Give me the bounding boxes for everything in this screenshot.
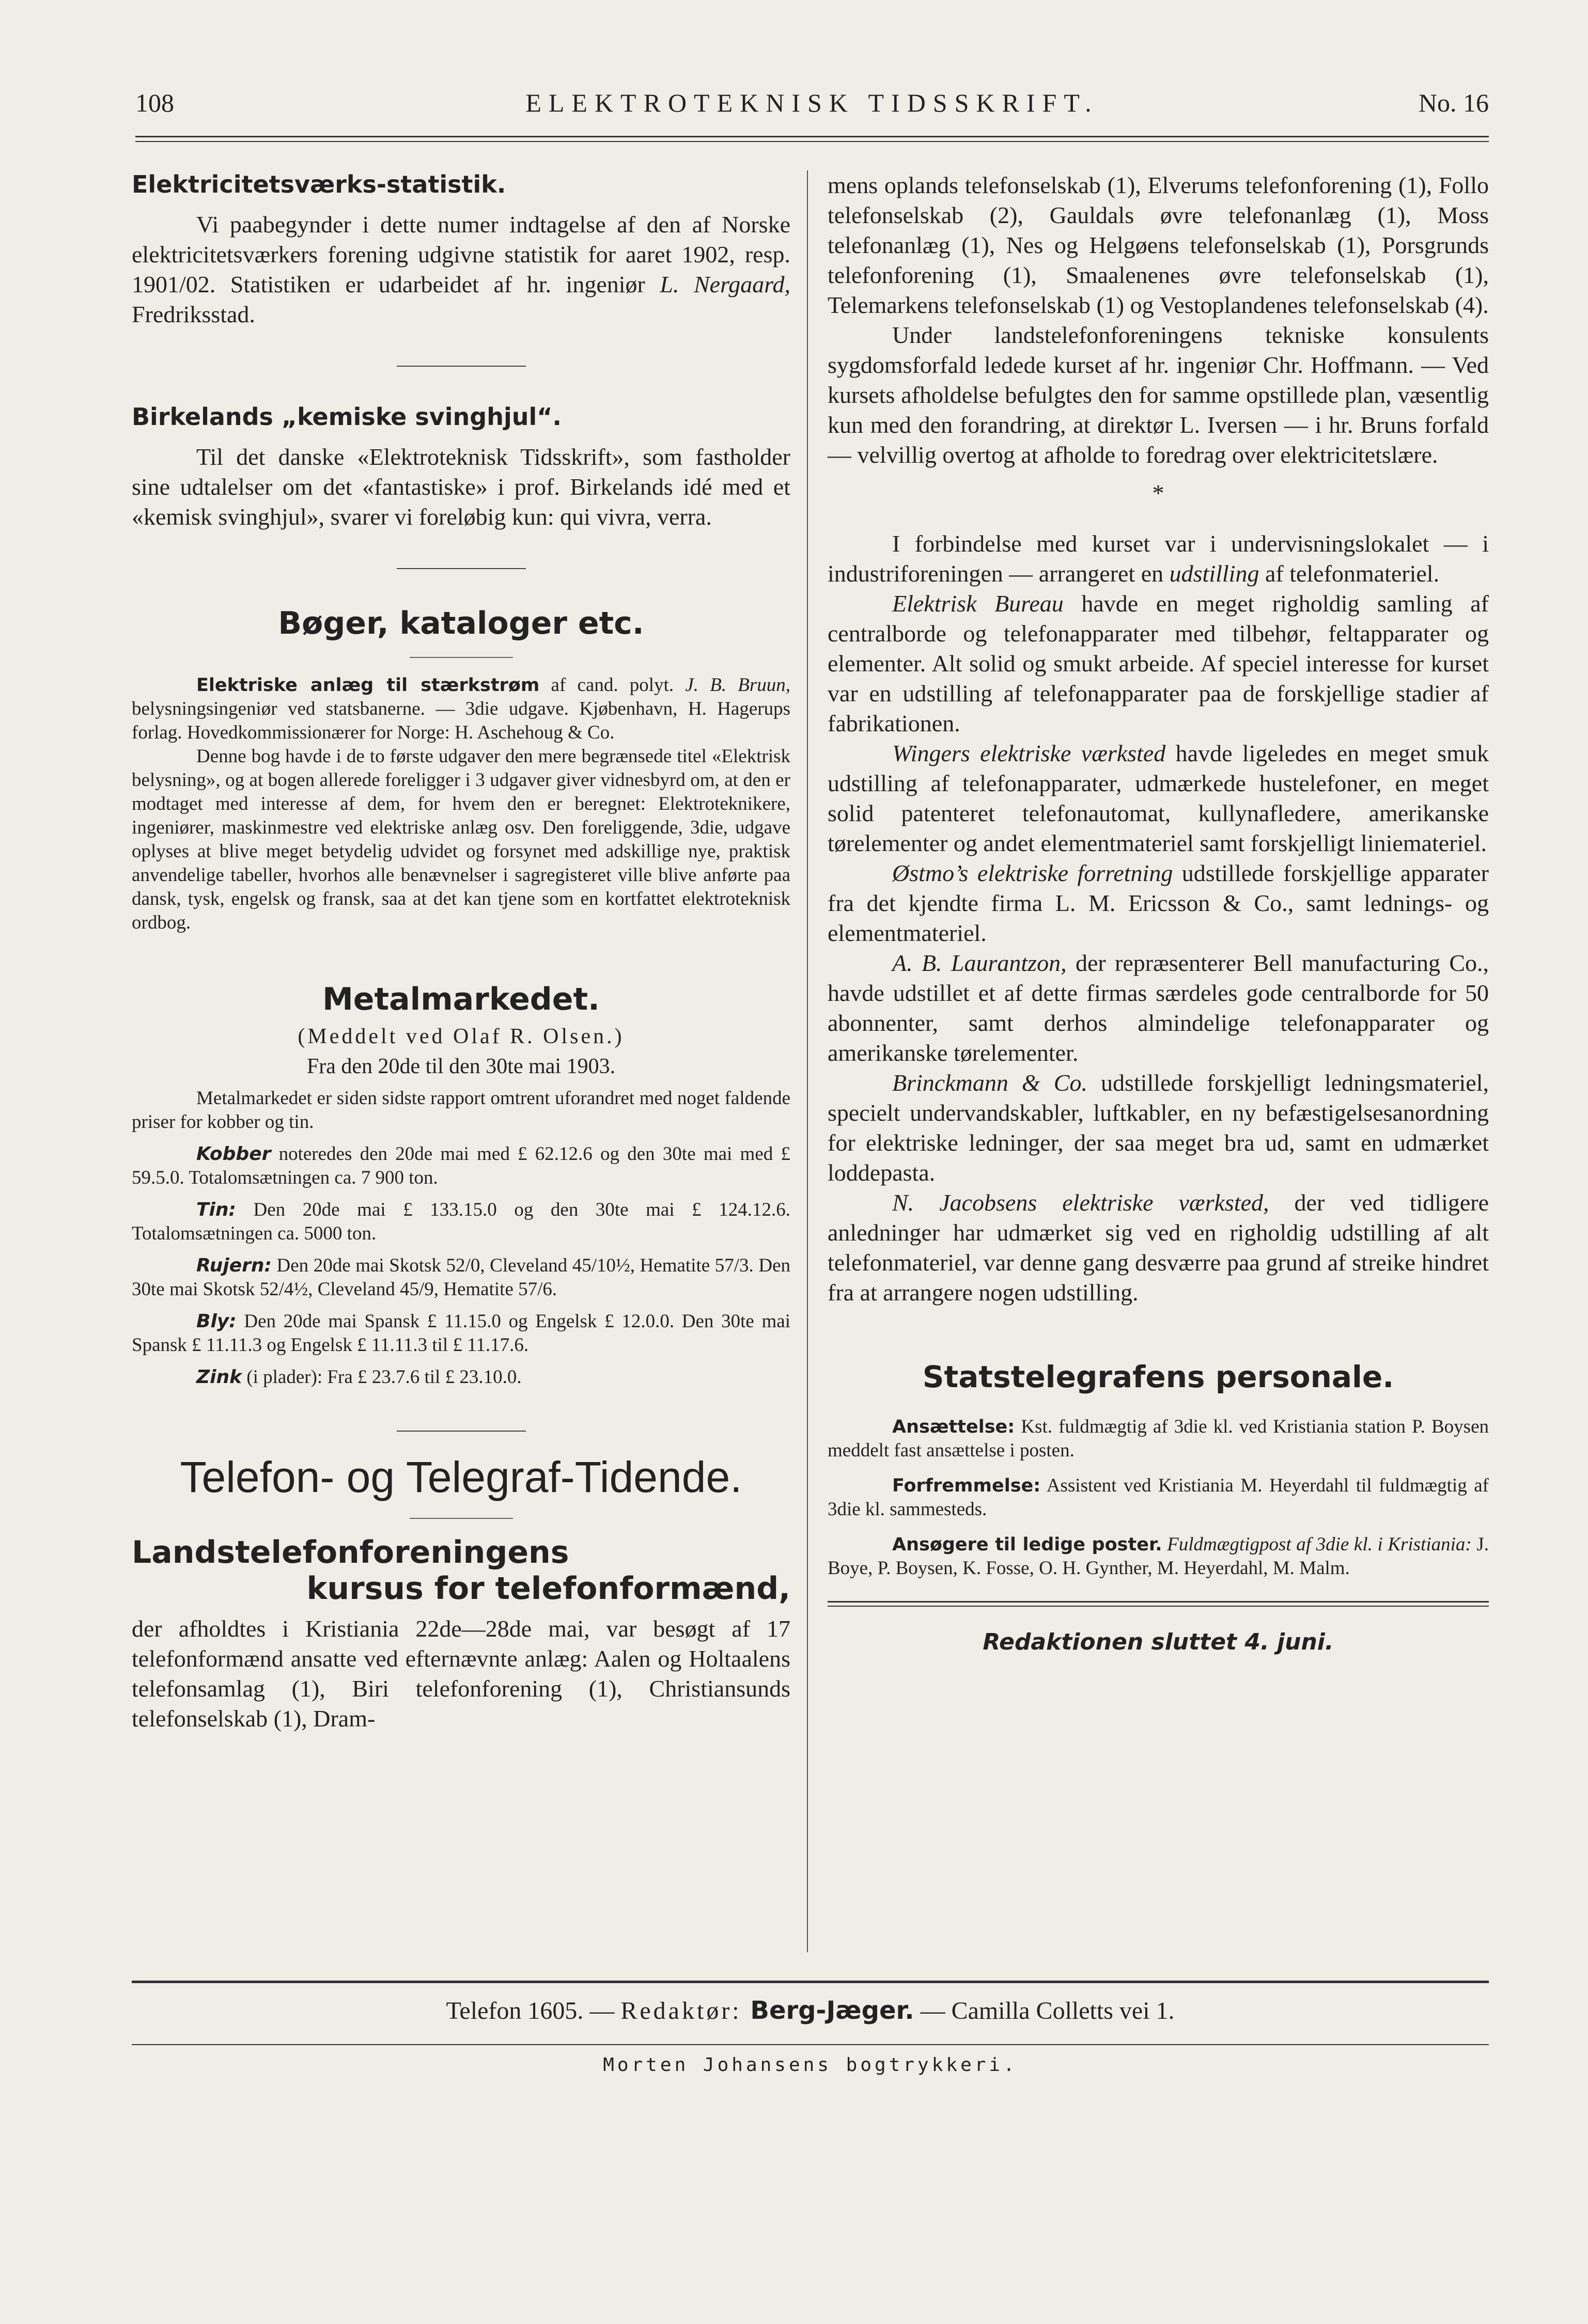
divider [397, 568, 526, 569]
section-title-metalmarkedet: Metalmarkedet. [322, 981, 600, 1017]
paragraph-consultant: Under landstelefonforeningens tekniske konsulents sygdomsforfald ledede kurset af hr. ingeniør Chr. Hoffmann. — Ved kursets afholdelse befulgtes den for samme opstillede plan, væsentlig kun med den forandring, at direktør L. Iversen — i hr. Bruns forfald — velvillig overtog at afholde to foredrag over elektricitetslære. [828, 322, 1489, 468]
exhibitor-ostmo: Østmo’s elektriske forretning udstillede forskjellige apparater fra det kjendte firma L. M. Ericsson & Co., samt lednings- og elementmateriel. [828, 860, 1489, 946]
book-review: Denne bog havde i de to første udgaver den mere begrænsede titel «Elektrisk belysning», og at bogen allerede foreligger i 3 udgaver giver vidnesbyrd om, at den er modtaget med interesse af dem, for hvem den er beregnet: Elektroteknikere, ingeniører, maskinmestre ved elektriske anlæg osv. Den foreliggende, 3die, udgave oplyses at blive meget betydelig udvidet og forsynet med adskillige nye, praktisk anvendelige tabeller, hvorhos alle benævnelser i sagregisteret ville blive anførte paa dansk, tysk, engelsk og fransk, saa at det kan tjene som en kortfattet elektroteknisk ordbog. [132, 746, 790, 933]
metal-text: (i plader): Fra £ 23.7.6 til £ 23.10.0. [242, 1367, 522, 1388]
divider [410, 1518, 513, 1519]
journal-title: ELEKTROTEKNISK TIDSSKRIFT. [525, 88, 1099, 117]
metal-source: (Meddelt ved Olaf R. Olsen.) [298, 1025, 625, 1048]
metal-entry [132, 1254, 790, 1301]
page-number: 108 [135, 88, 174, 117]
paragraph-kursus: der afholdtes i Kristiania 22de—28de mai, var besøgt af 17 telefonformænd ansatte ved efternævnte anlæg: Aalen og Holtaalens telefonsamlag (1), Biri telefonforening (1), Christiansunds telefonselskab (1), Dram- [132, 1615, 790, 1732]
exhibitor-jacobsens: N. Jacobsens elektriske værksted, der ved tidligere anledninger har udmærket sig ved en righoldig udstilling af alt telefonmateriel, var denne gang desværre paa grund af streike hindret fra at arrangere nogen udstilling. [828, 1189, 1489, 1306]
kursus-title-line2: kursus for telefonformænd, [306, 1571, 790, 1607]
exhibitor-brinckmann: Brinckmann & Co. udstillede forskjelligt ledningsmateriel, specielt undervandskabler, luftkabler, en ny befæstigelsesanordning for elektriske ledninger, der saa meget bra ud, samt en udmærket loddepasta. [828, 1070, 1489, 1186]
entry-ansogere: Ansøgere til ledige poster. Fuldmægtigpost af 3die kl. i Kristiania: J. Boye, P. Boysen, K. Fosse, O. H. Gynther, M. Heyerdahl, M. Malm. [828, 1534, 1489, 1579]
section-title-statstelegrafen: Statstelegrafens personale. [922, 1359, 1394, 1394]
header-rule-top [135, 136, 1489, 137]
metal-intro: Metalmarkedet er siden sidste rapport omtrent uforandret med noget faldende priser for kobber og tin. [132, 1088, 790, 1133]
telefon-tidende-title: Telefon- og Telegraf-Tidende. [180, 1453, 742, 1501]
metal-text: Den 20de mai Skotsk 52/0, Cleveland 45/10½, Hematite 57/3. Den 30te mai Skotsk 52/4½, Cleveland 45/9, Hematite 57/6. [132, 1255, 790, 1300]
metal-label: Bly: [196, 1311, 237, 1332]
metal-entry [132, 1198, 790, 1246]
section-title-boger: Bøger, kataloger etc. [278, 605, 644, 641]
exhibitor-laurantzon: A. B. Laurantzon, der repræsenterer Bell manufacturing Co., havde udstillet et af dette firmas særdeles gode centralborde for 50 abonnenter, samt derhos almindelige telefonapparater og amerikanske tørelementer. [828, 950, 1489, 1066]
metal-label: Kobber [196, 1143, 271, 1165]
paragraph-svinghjul: Til det danske «Elektroteknisk Tidsskrift», som fastholder sine udtalelser om det «fantastiske» i prof. Birkelands idé med et «kemisk svinghjul», svarer vi foreløbig kun: qui vivra, verra. [132, 444, 790, 530]
divider [397, 1431, 526, 1432]
page-header [135, 88, 1489, 124]
book-entry: Elektriske anlæg til stærkstrøm af cand. polyt. J. B. Bruun, belysningsingeniør ved statsbanerne. — 3die udgave. Kjøbenhavn, H. Hagerups forlag. Hovedkommissionærer for Norge: H. Aschehoug & Co. [132, 674, 790, 743]
metal-text: Den 20de mai £ 133.15.0 og den 30te mai £ 124.12.6. Totalomsætningen ca. 5000 ton. [132, 1199, 790, 1244]
metal-dates: Fra den 20de til den 30te mai 1903. [306, 1055, 616, 1078]
divider [410, 657, 513, 658]
metal-list [132, 1142, 790, 1389]
kursus-title-line1: Landstelefonforeningens [132, 1534, 569, 1571]
entry-forfremmelse: Forfremmelse: Assistent ved Kristiania M. Heyerdahl til fuldmægtig af 3die kl. sammesteds. [828, 1475, 1489, 1520]
metal-entry [132, 1310, 790, 1357]
entry-ansaettelse: Ansættelse: Kst. fuldmægtig af 3die kl. ved Kristiania station P. Boysen meddelt fast ansættelse i posten. [828, 1416, 1489, 1461]
paragraph-exhibition: I forbindelse med kurset var i undervisningslokalet — i industriforeningen — arrangeret en udstilling af telefonmateriel. [828, 530, 1489, 587]
exhibitor-elektrisk-bureau: Elektrisk Bureau havde en meget righoldig samling af centralborde og telefonapparater med tilbehør, feltapparater og elementer. Alt solid og smukt arbeide. Af speciel interesse for kurset var en udstilling af telefonapparater paa de forskjellige stadier af fabrikationen. [828, 590, 1489, 736]
asterisk-divider: * [1152, 480, 1164, 506]
closing-note: Redaktionen sluttet 4. juni. [983, 1629, 1334, 1655]
metal-text: noteredes den 20de mai med £ 62.12.6 og den 30te mai med £ 59.5.0. Totalomsætningen ca. 7 900 ton. [132, 1143, 790, 1188]
header-rule-bottom [135, 141, 1489, 142]
exhibitor-wingers: Wingers elektriske værksted havde ligeledes en meget smuk udstilling af telefonapparater, udmærkede hustelefoner, en meget solid patenteret telefonautomat, kullynafledere, amerikanske tørelementer og andet elementmateriel samt forskjelligt liniemateriel. [828, 740, 1489, 856]
footer-editor-line: Telefon 1605. — Redaktør: Berg-Jæger. — Camilla Colletts vei 1. [446, 1996, 1175, 2025]
paragraph-participants: mens oplands telefonselskab (1), Elverums telefonforening (1), Follo telefonselskab (2), Gauldals øvre telefonanlæg (1), Moss telefonanlæg (1), Nes og Helgøens telefonselskab (1), Porsgrunds telefonforening (1), Smaalenenes øvre telefonselskab (1), Telemarkens telefonselskab (1) og Vestoplandenes telefonselskab (4). [828, 172, 1489, 318]
right-column [828, 170, 1489, 1657]
metal-entry [132, 1365, 790, 1389]
metal-label: Zink [196, 1367, 242, 1388]
column-divider [807, 170, 808, 1952]
issue-number: No. 16 [1418, 88, 1489, 117]
divider [397, 366, 526, 367]
section-title-birkelands: Birkelands „kemiske svinghjul“. [132, 403, 562, 431]
printer-line: Morten Johansens bogtrykkeri. [603, 2054, 1018, 2076]
metal-text: Den 20de mai Spansk £ 11.15.0 og Engelsk £ 12.0.0. Den 30te mai Spansk £ 11.11.3 og Engelsk £ 11.11.3 til £ 11.17.6. [132, 1311, 790, 1356]
metal-label: Tin: [196, 1199, 236, 1220]
left-column [132, 170, 790, 1734]
footer-rule [132, 1981, 1489, 1983]
footer-rule-2 [132, 2044, 1489, 2045]
metal-entry [132, 1142, 790, 1190]
section-title-elektricitetsvaerks: Elektricitetsværks-statistik. [132, 170, 506, 198]
metal-label: Rujern: [196, 1255, 272, 1276]
paragraph-statistik: Vi paabegynder i dette numer indtagelse af den af Norske elektricitetsværkers forening udgivne statistik for aaret 1902, resp. 1901/02. Statistiken er udarbeidet af hr. ingeniør L. Nergaard, Fredriksstad. [132, 211, 790, 327]
